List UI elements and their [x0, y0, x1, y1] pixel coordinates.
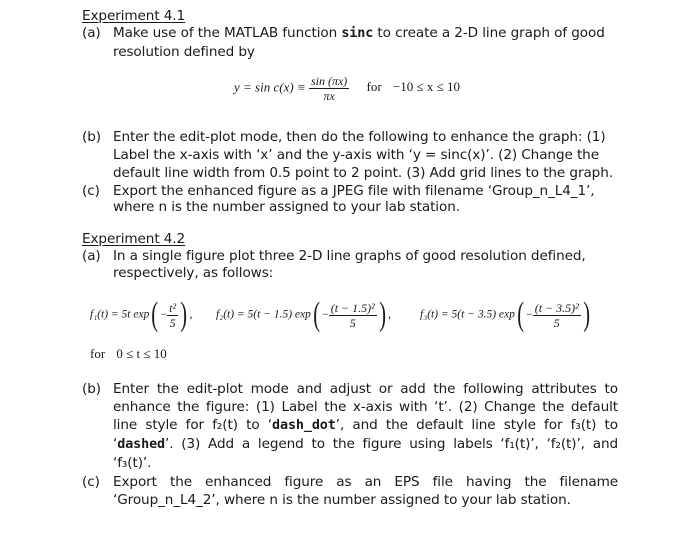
- exp1-b-line-1: Enter the edit-plot mode, then do the following to enhance the graph: (1): [113, 129, 606, 145]
- f2-right-paren: ): [379, 296, 386, 333]
- exp1-c-line-1: Export the enhanced figure as a JPEG file with filename ‘Group_n_L4_1’,: [113, 183, 595, 199]
- f2-fraction: [329, 301, 377, 330]
- exp2-b-line-5: ‘f₃(t)’.: [113, 455, 152, 471]
- exp2-c-line-1: Export the enhanced figure as an EPS file having the filename: [113, 474, 618, 490]
- exp2-b-line-3: [113, 417, 618, 433]
- f2-lhs: f₂(t) = 5(t − 1.5) exp: [216, 308, 311, 321]
- t-range: [90, 346, 167, 362]
- exp2-a-line-2: respectively, as follows:: [113, 265, 274, 281]
- exp1-a-line-2: resolution defined by: [113, 44, 255, 60]
- sinc-numerator: sin (πx): [310, 74, 348, 88]
- f3-right-paren: ): [583, 296, 590, 333]
- exp2-b-line-4: [113, 436, 618, 452]
- f1-left-paren: (: [151, 296, 159, 333]
- f2-numerator: (t − 1.5)²: [330, 300, 375, 315]
- experiment-4-1-heading: Experiment 4.1: [82, 8, 186, 24]
- f1-equation: f₁(t) = 5t exp( − $\frac{\text{t²}}{5}$ ) ,: [90, 296, 193, 333]
- f3-fraction: [533, 301, 581, 330]
- experiment-4-2-heading: Experiment 4.2: [82, 231, 186, 247]
- f1-denominator: 5: [169, 315, 176, 330]
- exp2-c-line-2: ‘Group_n_L4_2’, where n is the number assigned to your lab station.: [113, 492, 571, 508]
- f3-lhs: f₃(t) = 5(t − 3.5) exp: [420, 308, 515, 321]
- sinc-equation: [234, 74, 460, 103]
- sinc-equation-lhs: y = sin c(x) ≡: [234, 79, 306, 95]
- sinc-for-label: for: [366, 79, 382, 95]
- exp1-b-line-3: default line width from 0.5 point to 2 point. (3) Add grid lines to the graph.: [113, 165, 613, 181]
- f3-equation: f₃(t) = 5(t − 3.5) exp( − $\frac{\text{(t − 3.5)²}}{5}$ ): [420, 296, 590, 333]
- f1-lhs: f₁(t) = 5t exp: [90, 308, 150, 321]
- f3-numerator: (t − 3.5)²: [534, 300, 579, 315]
- exp2-b-line-1: Enter the edit-plot mode and adjust or add the following attributes to: [113, 381, 618, 397]
- exp1-a-text-post: to create a 2-D line graph of good: [373, 25, 605, 41]
- f1-right-paren: ): [180, 296, 188, 333]
- exp1-a-line-1: [113, 25, 605, 41]
- f1-fraction: [167, 301, 178, 330]
- exp1-a-marker: (a): [82, 25, 101, 41]
- sinc-code: sinc: [341, 26, 374, 41]
- exp2-b-line-4-pre: ‘: [113, 436, 118, 452]
- t-range-for-label: for: [90, 346, 106, 361]
- sinc-fraction: [309, 74, 349, 103]
- dashed-code: dashed: [117, 437, 166, 452]
- exp2-a-marker: (a): [82, 248, 101, 264]
- exp2-b-line-3-pre: line style for f₂(t) to ‘: [113, 417, 273, 433]
- exp1-b-marker: (b): [82, 129, 101, 145]
- t-range-value: 0 ≤ t ≤ 10: [116, 346, 167, 361]
- sinc-range: −10 ≤ x ≤ 10: [392, 79, 461, 95]
- f2-denominator: 5: [349, 315, 356, 330]
- exp1-c-marker: (c): [82, 183, 100, 199]
- f2-left-paren: (: [313, 296, 320, 333]
- exp2-c-marker: (c): [82, 474, 100, 490]
- f1-numerator: t²: [169, 300, 177, 315]
- exp2-a-line-1: In a single figure plot three 2-D line graphs of good resolution defined,: [113, 248, 586, 264]
- f3-denominator: 5: [553, 315, 560, 330]
- f3-left-paren: (: [517, 296, 524, 333]
- exp2-b-line-3-post: ’, and the default line style for f₃(t) to: [335, 417, 618, 433]
- f2-equation: f₂(t) = 5(t − 1.5) exp( − $\frac{\text{(t − 1.5)²}}{5}$ ) ,: [216, 296, 391, 333]
- dash-dot-code: dash_dot: [272, 418, 336, 433]
- sinc-denominator: πx: [323, 89, 335, 103]
- exp2-b-marker: (b): [82, 381, 101, 397]
- exp1-a-text-pre: Make use of the MATLAB function: [113, 25, 342, 41]
- exp2-b-line-2: enhance the figure: (1) Label the x-axis with ‘t’. (2) Change the default: [113, 399, 618, 415]
- exp1-b-line-2: Label the x-axis with ‘x’ and the y-axis with ‘y = sinc(x)’. (2) Change the: [113, 147, 599, 163]
- exp1-c-line-2: where n is the number assigned to your lab station.: [113, 199, 460, 215]
- exp2-b-line-4-post: ’. (3) Add a legend to the figure using labels ‘f₁(t)’, ‘f₂(t)’, and: [165, 436, 618, 452]
